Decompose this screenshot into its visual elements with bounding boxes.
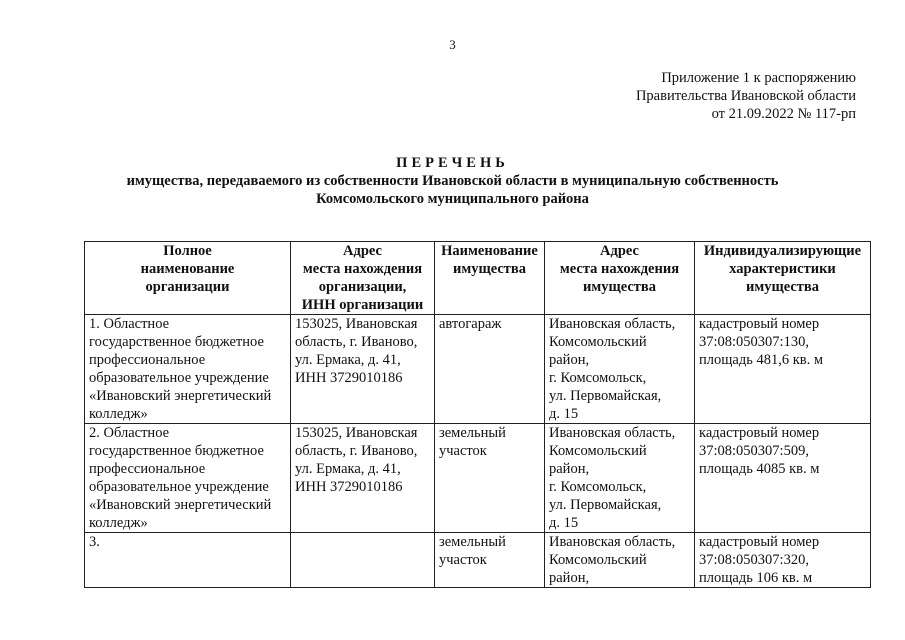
cell-line: д. 15 bbox=[549, 515, 579, 531]
cell-line: Комсомольский bbox=[549, 443, 647, 459]
cell-line: Комсомольский bbox=[549, 552, 647, 568]
cell-characteristics bbox=[695, 424, 871, 533]
cell-line: Ивановская область, bbox=[549, 425, 676, 441]
cell-line: организации, bbox=[318, 279, 407, 295]
cell-line: имущества bbox=[583, 279, 656, 295]
cell-line: район, bbox=[549, 352, 590, 368]
cell-line: д. 15 bbox=[549, 406, 579, 422]
cell-line: организации bbox=[145, 279, 230, 295]
cell-line: земельный bbox=[439, 425, 506, 441]
cell-line: 37:08:050307:130, bbox=[699, 334, 809, 350]
cell-line: район, bbox=[549, 570, 590, 586]
header-org-address bbox=[291, 242, 435, 315]
cell-line: государственное бюджетное bbox=[89, 443, 264, 459]
cell-line: автогараж bbox=[439, 316, 502, 332]
cell-line: колледж» bbox=[89, 406, 148, 422]
title-heading: ПЕРЕЧЕНЬ bbox=[396, 155, 509, 171]
cell-line: Ивановская область, bbox=[549, 316, 676, 332]
cell-line: наименование bbox=[140, 261, 235, 277]
header-characteristics bbox=[695, 242, 871, 315]
cell-line: кадастровый номер bbox=[699, 425, 820, 441]
cell-line: ул. Ермака, д. 41, bbox=[295, 461, 401, 477]
cell-line: ул. Первомайская, bbox=[549, 497, 662, 513]
cell-line: ул. Первомайская, bbox=[549, 388, 662, 404]
page-number: 3 bbox=[449, 37, 456, 52]
cell-line: 153025, Ивановская bbox=[295, 425, 418, 441]
cell-property-address bbox=[545, 533, 695, 588]
cell-characteristics bbox=[695, 315, 871, 424]
header-property-name bbox=[435, 242, 545, 315]
cell-line: профессиональное bbox=[89, 461, 206, 477]
cell-org-address bbox=[291, 533, 435, 588]
cell-line: Адрес bbox=[600, 243, 639, 259]
cell-line: область, г. Иваново, bbox=[295, 334, 418, 350]
cell-line: г. Комсомольск, bbox=[549, 479, 647, 495]
header-org bbox=[85, 242, 291, 315]
title-line: имущества, передаваемого из собственности Ивановской области в муниципальную собственность bbox=[126, 173, 779, 189]
cell-line: ИНН 3729010186 bbox=[295, 370, 403, 386]
cell-org bbox=[85, 315, 291, 424]
appendix-line: от 21.09.2022 № 117-рп bbox=[711, 106, 856, 122]
cell-line: имущества bbox=[453, 261, 526, 277]
cell-line: «Ивановский энергетический bbox=[89, 497, 272, 513]
cell-line: земельный bbox=[439, 534, 506, 550]
cell-line: образовательное учреждение bbox=[89, 479, 269, 495]
cell-line: характеристики bbox=[729, 261, 836, 277]
cell-line: государственное бюджетное bbox=[89, 334, 264, 350]
cell-line: Ивановская область, bbox=[549, 534, 676, 550]
cell-line: район, bbox=[549, 461, 590, 477]
document-title bbox=[0, 154, 905, 208]
cell-org bbox=[85, 533, 291, 588]
cell-line: область, г. Иваново, bbox=[295, 443, 418, 459]
cell-line: «Ивановский энергетический bbox=[89, 388, 272, 404]
appendix-line: Правительства Ивановской области bbox=[635, 88, 856, 104]
cell-line: участок bbox=[439, 552, 487, 568]
cell-characteristics bbox=[695, 533, 871, 588]
cell-line: ИНН организации bbox=[301, 297, 424, 313]
cell-line: имущества bbox=[746, 279, 819, 295]
cell-line: площадь 106 кв. м bbox=[699, 570, 813, 586]
title-line: Комсомольского муниципального района bbox=[316, 191, 589, 207]
table-row bbox=[85, 533, 871, 588]
cell-line: колледж» bbox=[89, 515, 148, 531]
table-row bbox=[85, 315, 871, 424]
cell-property-address bbox=[545, 424, 695, 533]
cell-line: 153025, Ивановская bbox=[295, 316, 418, 332]
appendix-line: Приложение 1 к распоряжению bbox=[661, 70, 856, 86]
cell-property-name bbox=[435, 533, 545, 588]
cell-line: Наименование bbox=[441, 243, 538, 259]
cell-line: образовательное учреждение bbox=[89, 370, 269, 386]
table-header-row bbox=[85, 242, 871, 315]
cell-line: кадастровый номер bbox=[699, 534, 820, 550]
cell-line: 2. Областное bbox=[89, 425, 170, 441]
cell-org bbox=[85, 424, 291, 533]
cell-line: ул. Ермака, д. 41, bbox=[295, 352, 401, 368]
cell-line: 3. bbox=[89, 534, 100, 550]
cell-org-address bbox=[291, 315, 435, 424]
cell-property-name bbox=[435, 424, 545, 533]
cell-line: 1. Областное bbox=[89, 316, 170, 332]
table-row bbox=[85, 424, 871, 533]
appendix-note bbox=[636, 69, 856, 123]
cell-org-address bbox=[291, 424, 435, 533]
property-table bbox=[84, 241, 871, 588]
cell-line: места нахождения bbox=[302, 261, 423, 277]
cell-line: кадастровый номер bbox=[699, 316, 820, 332]
cell-line: площадь 481,6 кв. м bbox=[699, 352, 824, 368]
cell-line: профессиональное bbox=[89, 352, 206, 368]
cell-property-address bbox=[545, 315, 695, 424]
cell-line: 37:08:050307:509, bbox=[699, 443, 809, 459]
cell-line: Полное bbox=[163, 243, 212, 259]
cell-line: г. Комсомольск, bbox=[549, 370, 647, 386]
cell-line: участок bbox=[439, 443, 487, 459]
cell-line: площадь 4085 кв. м bbox=[699, 461, 820, 477]
cell-line: 37:08:050307:320, bbox=[699, 552, 809, 568]
cell-line: ИНН 3729010186 bbox=[295, 479, 403, 495]
cell-property-name bbox=[435, 315, 545, 424]
cell-line: Индивидуализирующие bbox=[703, 243, 862, 259]
cell-line: Адрес bbox=[343, 243, 382, 259]
header-property-address bbox=[545, 242, 695, 315]
cell-line: места нахождения bbox=[559, 261, 680, 277]
cell-line: Комсомольский bbox=[549, 334, 647, 350]
